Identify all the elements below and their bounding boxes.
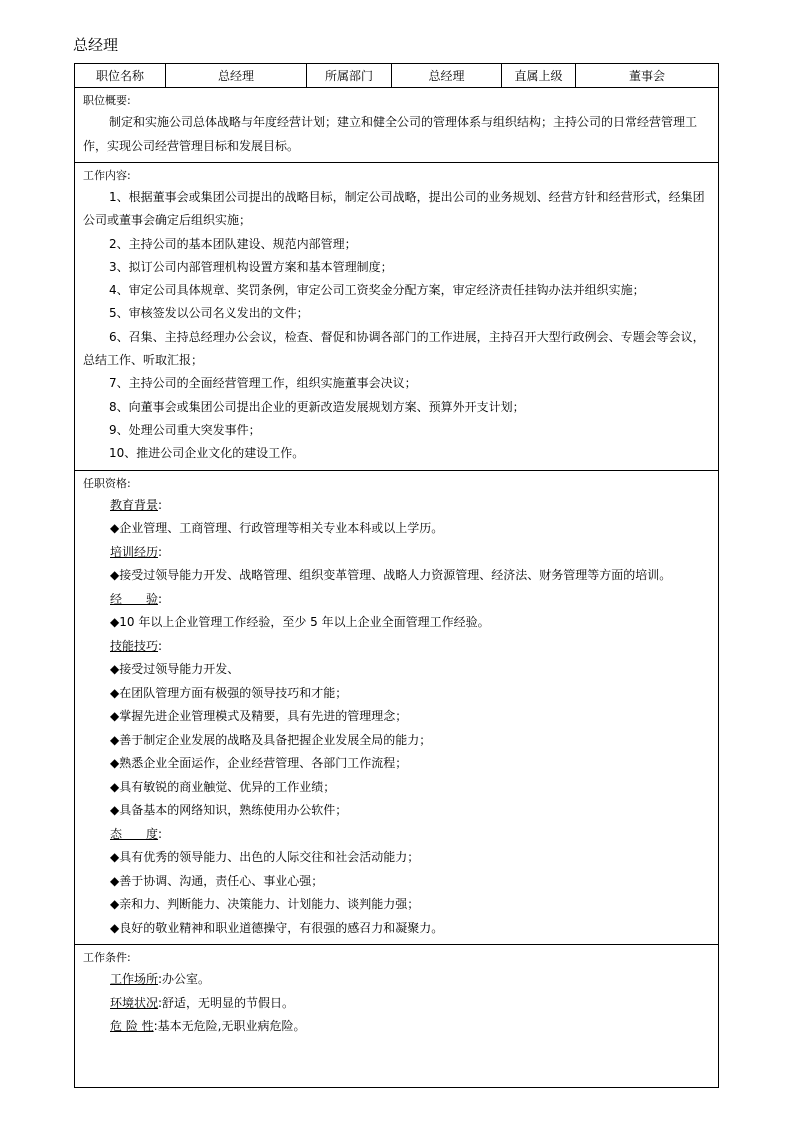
skills-item: ◆熟悉企业全面运作，企业经营管理、各部门工作流程； <box>110 756 408 771</box>
duty-item: 3、拟订公司内部管理机构设置方案和基本管理制度； <box>109 259 393 274</box>
duty-item: 1、根据董事会或集团公司提出的战略目标，制定公司战略，提出公司的业务规划、经营方针和经营形式，经集团公司或董事会确定后组织实施； <box>83 190 705 228</box>
skills-item: ◆在团队管理方面有极强的领导技巧和才能； <box>110 685 348 700</box>
attitude-label: 态 度 <box>110 826 159 841</box>
env-value: :舒适，无明显的节假日。 <box>158 995 295 1010</box>
attitude-item: ◆具有优秀的领导能力、出色的人际交往和社会活动能力； <box>110 850 420 865</box>
overview-row <box>75 88 719 163</box>
job-description-table <box>74 63 719 1088</box>
risk-value: :基本无危险,无职业病危险。 <box>153 1019 306 1034</box>
duties-title: 工作内容: <box>83 169 131 182</box>
duty-item: 10、推进公司企业文化的建设工作。 <box>109 446 305 461</box>
skills-item: ◆掌握先进企业管理模式及精要，具有先进的管理理念； <box>110 709 408 724</box>
page-title: 总经理 <box>73 36 119 54</box>
position-label: 职位名称 <box>75 64 166 88</box>
qualifications-title: 任职资格: <box>83 476 131 490</box>
qualifications-row <box>75 470 719 945</box>
training-heading: 培训经历: <box>110 544 163 559</box>
duty-item: 2、主持公司的基本团队建设、规范内部管理； <box>109 236 357 251</box>
env-label: 环境状况 <box>110 995 159 1010</box>
env-line <box>83 992 712 1016</box>
duties-row <box>75 163 719 471</box>
attitude-item: ◆亲和力、判断能力、决策能力、计划能力、谈判能力强； <box>110 897 420 912</box>
dept-label: 所属部门 <box>307 64 392 88</box>
overview-text: 制定和实施公司总体战略与年度经营计划；建立和健全公司的管理体系与组织结构；主持公司的日常经营管理工作，实现公司经营管理目标和发展目标。 <box>83 115 698 153</box>
duty-item: 7、主持公司的全面经营管理工作，组织实施董事会决议； <box>109 376 417 391</box>
position-value: 总经理 <box>166 64 307 88</box>
skills-label: 技能技巧 <box>110 638 159 653</box>
dept-value: 总经理 <box>392 64 502 88</box>
training-item: ◆接受过领导能力开发、战略管理、组织变革管理、战略人力资源管理、经济法、财务管理等方面的培训。 <box>110 568 672 583</box>
duty-item: 9、处理公司重大突发事件； <box>109 422 261 437</box>
conditions-title: 工作条件: <box>83 951 131 965</box>
duty-item: 8、向董事会或集团公司提出企业的更新改造发展规划方案、预算外开支计划； <box>109 399 525 414</box>
overview-title: 职位概要: <box>83 94 131 107</box>
experience-item: ◆10 年以上企业管理工作经验，至少 5 年以上企业全面管理工作经验。 <box>110 615 490 630</box>
attitude-heading: 态 度: <box>110 826 163 841</box>
conditions-row <box>75 945 719 1088</box>
duty-item: 6、召集、主持总经理办公会议，检查、督促和协调各部门的工作进展，主持召开大型行政例会、专题会等会议，总结工作、听取汇报； <box>83 329 705 368</box>
duty-item: 4、审定公司具体规章、奖罚条例，审定公司工资奖金分配方案，审定经济责任挂钩办法并组织实施； <box>109 283 645 298</box>
attitude-item: ◆善于协调、沟通，责任心、事业心强； <box>110 873 324 888</box>
experience-heading: 经 验: <box>110 591 163 606</box>
duties-section <box>75 163 718 470</box>
header-row <box>75 64 719 88</box>
education-item: ◆企业管理、工商管理、行政管理等相关专业本科或以上学历。 <box>110 521 444 536</box>
experience-label: 经 验 <box>110 591 159 606</box>
training-label: 培训经历 <box>110 544 159 559</box>
skills-heading: 技能技巧: <box>110 638 163 653</box>
place-line <box>83 968 712 992</box>
education-label: 教育背景 <box>110 497 159 512</box>
place-value: :办公室。 <box>158 972 211 987</box>
skills-item: ◆具有敏锐的商业触觉、优异的工作业绩； <box>110 779 336 794</box>
risk-line <box>83 1015 712 1039</box>
education-heading: 教育背景: <box>110 497 163 512</box>
place-label: 工作场所 <box>110 972 159 987</box>
overview-section <box>75 88 718 162</box>
skills-item: ◆具备基本的网络知识，熟练使用办公软件； <box>110 803 348 818</box>
conditions-section <box>75 945 718 1087</box>
risk-label: 危 险 性 <box>110 1019 154 1034</box>
qualifications-section <box>75 471 718 945</box>
superior-value: 董事会 <box>576 64 719 88</box>
duty-item: 5、审核签发以公司名义发出的文件； <box>109 306 309 321</box>
attitude-item: ◆良好的敬业精神和职业道德操守，有很强的感召力和凝聚力。 <box>110 920 444 935</box>
skills-item: ◆接受过领导能力开发、 <box>110 662 240 677</box>
superior-label: 直属上级 <box>502 64 576 88</box>
skills-item: ◆善于制定企业发展的战略及具备把握企业发展全局的能力； <box>110 732 432 747</box>
